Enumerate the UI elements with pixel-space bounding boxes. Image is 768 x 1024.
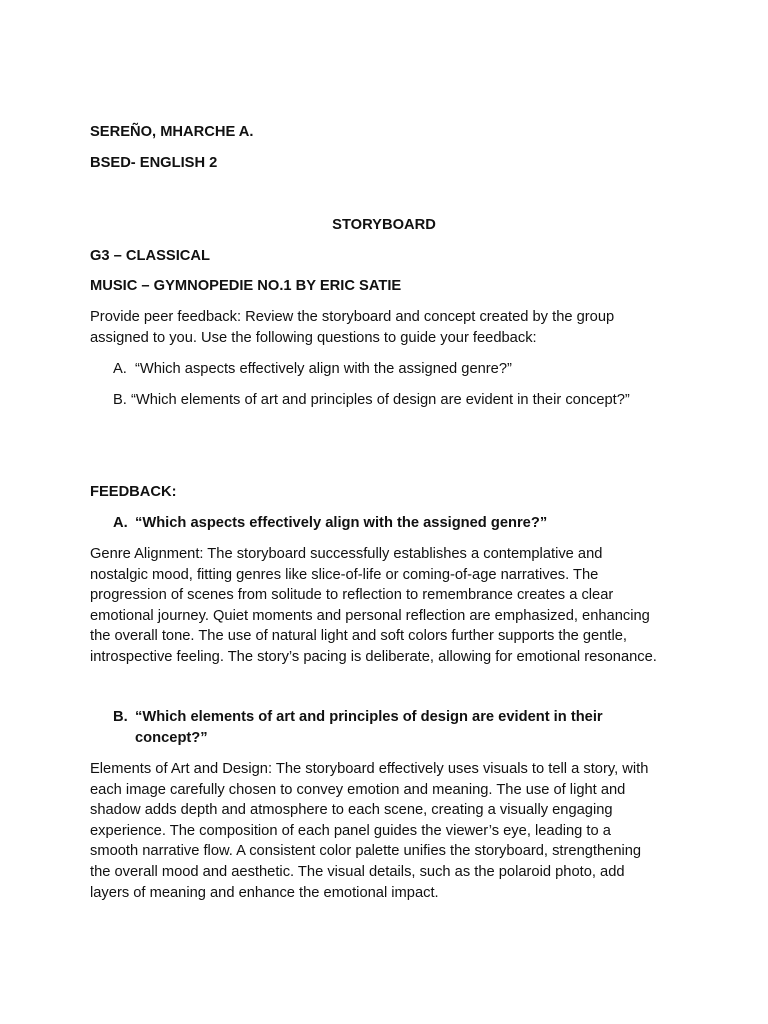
group-label: G3 – CLASSICAL: [90, 248, 210, 264]
list-marker: B.: [113, 392, 127, 408]
student-name: SEREÑO, MHARCHE A.: [90, 124, 254, 140]
feedback-question-text: “Which aspects effectively align with the assigned genre?”: [135, 515, 548, 531]
list-marker: A.: [113, 515, 128, 531]
instructions-line: Provide peer feedback: Review the storyboard and concept created by the group: [90, 309, 615, 325]
answer-line: nostalgic mood, fitting genres like slice-of-life or coming-of-age narratives. The: [90, 566, 599, 583]
answer-line: the overall mood and aesthetic. The visual details, such as the polaroid photo, add: [90, 863, 625, 880]
answer-line: introspective feeling. The story’s pacing is deliberate, allowing for emotional resonance.: [90, 648, 657, 665]
answer-line: Elements of Art and Design: The storyboard effectively uses visuals to tell a story, with: [90, 761, 649, 777]
feedback-question-text: [135, 707, 655, 748]
question-line: concept?”: [135, 729, 208, 746]
answer-line: the overall tone. The use of natural light and soft colors further supports the gentle,: [90, 628, 627, 645]
feedback-answer-b: [90, 759, 690, 903]
question-item-b: [113, 390, 630, 410]
instructions-paragraph: [90, 307, 690, 348]
question-text: “Which elements of art and principles of design are evident in their concept?”: [131, 392, 630, 408]
answer-line: progression of scenes from solitude to reflection to remembrance creates a clear: [90, 587, 614, 604]
list-marker: B.: [113, 709, 128, 725]
answer-line: each image carefully chosen to convey emotion and meaning. The use of light and: [90, 781, 626, 798]
list-marker: A.: [113, 361, 127, 377]
answer-line: shadow adds depth and atmosphere to each scene, creating a visually engaging: [90, 802, 613, 819]
question-item-a: [113, 359, 512, 379]
answer-line: emotional journey. Quiet moments and personal reflection are emphasized, enhancing: [90, 607, 650, 624]
answer-line: smooth narrative flow. A consistent color palette unifies the storyboard, strengthening: [90, 843, 642, 860]
feedback-answer-a: [90, 544, 690, 668]
course-label: BSED- ENGLISH 2: [90, 155, 218, 171]
question-line: “Which elements of art and principles of design are evident in their: [135, 709, 603, 725]
feedback-heading: FEEDBACK:: [90, 484, 177, 500]
document-title: STORYBOARD: [332, 217, 436, 233]
answer-line: Genre Alignment: The storyboard successfully establishes a contemplative and: [90, 546, 603, 562]
answer-line: experience. The composition of each panel guides the viewer’s eye, leading to a: [90, 822, 611, 839]
instructions-line: assigned to you. Use the following questions to guide your feedback:: [90, 329, 537, 346]
feedback-question-a: [113, 513, 547, 533]
question-text: “Which aspects effectively align with the assigned genre?”: [135, 361, 512, 377]
music-label: MUSIC – GYMNOPEDIE NO.1 BY ERIC SATIE: [90, 278, 402, 294]
answer-line: layers of meaning and enhance the emotional impact.: [90, 884, 439, 901]
